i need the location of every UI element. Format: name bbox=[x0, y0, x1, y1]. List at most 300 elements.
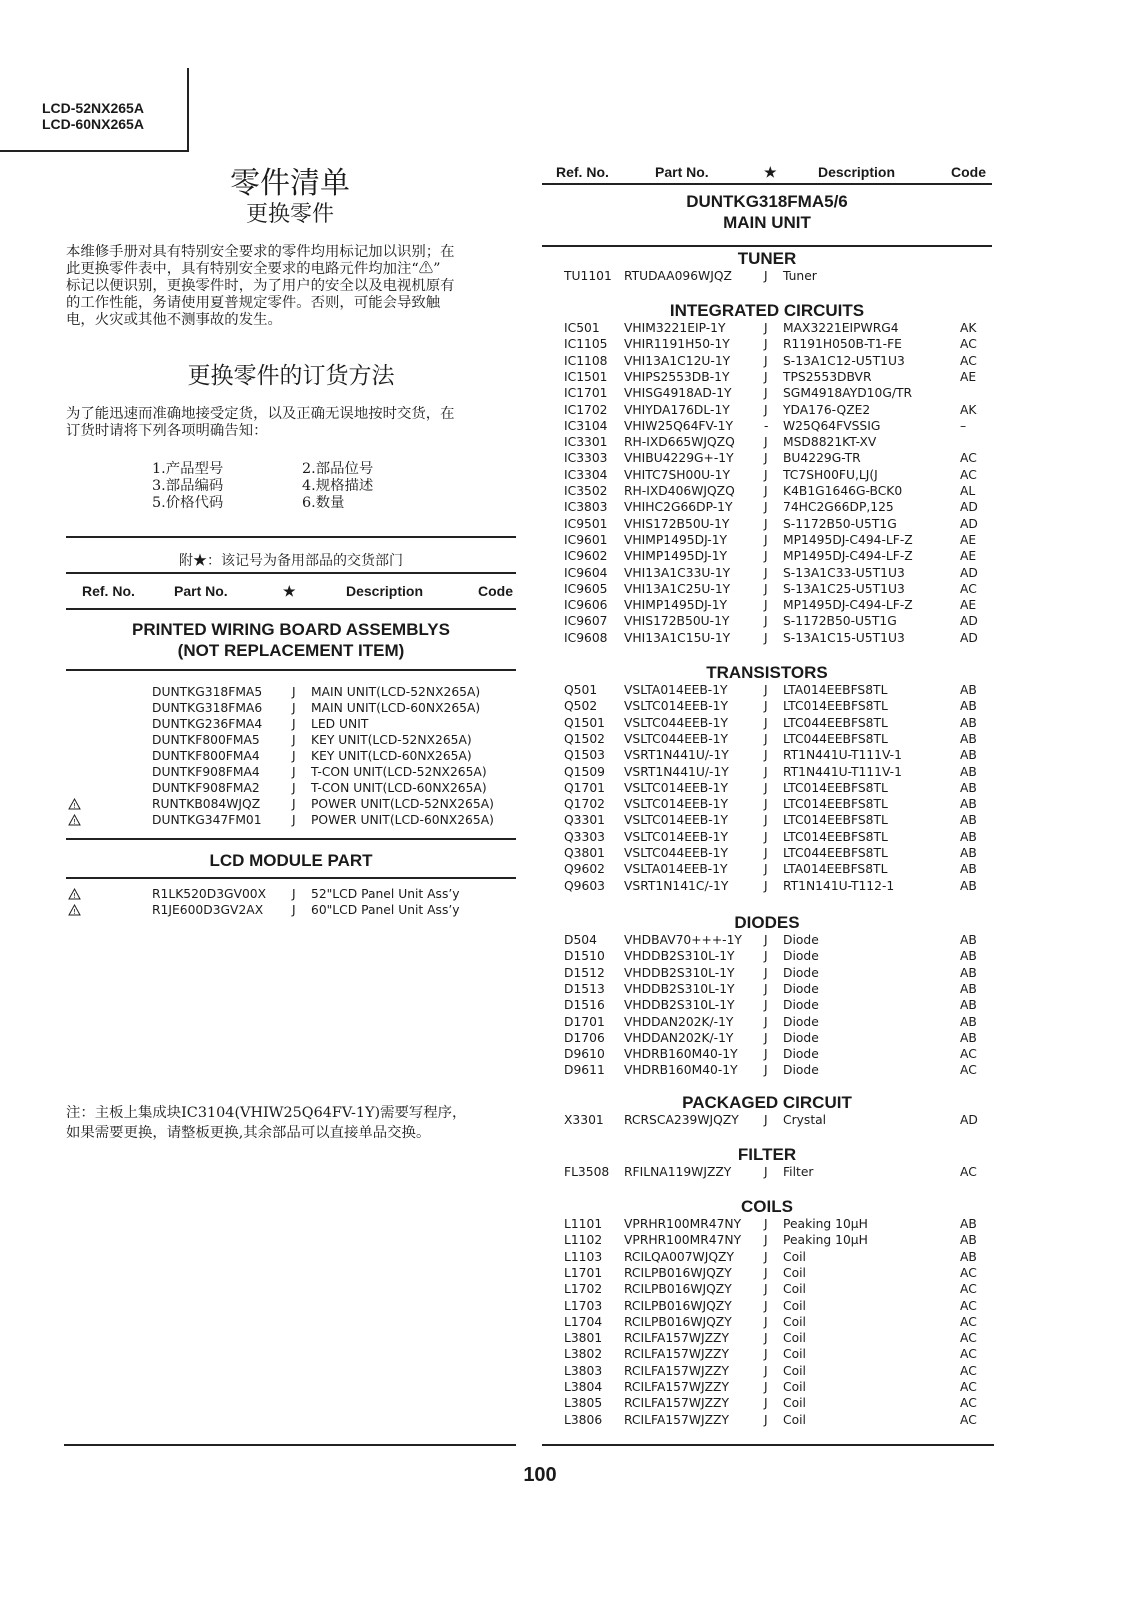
part-row bbox=[0, 1014, 1132, 1030]
part-number: RTUDAA096WJQZ bbox=[624, 269, 732, 283]
ref-number: IC3502 bbox=[564, 484, 608, 498]
price-code: AB bbox=[960, 764, 977, 779]
ref-number: IC9608 bbox=[564, 630, 608, 645]
part-number: VHIMP1495DJ-1Y bbox=[624, 549, 728, 564]
mark: J bbox=[764, 829, 768, 844]
price-code: AB bbox=[960, 949, 977, 964]
section-title: PACKAGED CIRCUIT bbox=[682, 1093, 852, 1112]
model-number: LCD-52NX265A bbox=[42, 100, 144, 116]
mark: J bbox=[764, 500, 768, 515]
part-row bbox=[0, 796, 1132, 812]
part-row bbox=[0, 581, 1132, 597]
ref-number: D1706 bbox=[564, 1030, 605, 1045]
price-code: AD bbox=[960, 614, 978, 629]
part-number: RCILFA157WJZZY bbox=[624, 1331, 729, 1346]
part-row bbox=[0, 434, 1132, 450]
ref-number: L1701 bbox=[564, 1265, 603, 1280]
part-row bbox=[0, 369, 1132, 385]
mark: J bbox=[764, 516, 768, 531]
paragraph-line: 电，火灾或其他不测事故的发生。 bbox=[66, 312, 282, 328]
part-number: RH-IXD665WJQZQ bbox=[624, 435, 735, 450]
section-title: COILS bbox=[741, 1197, 793, 1216]
description: T-CON UNIT(LCD-52NX265A) bbox=[311, 765, 487, 779]
description: Diode bbox=[783, 1014, 819, 1029]
price-code: AB bbox=[960, 1030, 977, 1045]
description: R1191H050B-T1-FE bbox=[783, 337, 902, 352]
price-code: AB bbox=[960, 1249, 977, 1264]
price-code: AB bbox=[960, 862, 977, 877]
price-code: AC bbox=[960, 451, 977, 466]
part-row bbox=[0, 418, 1132, 434]
description: S-1172B50-U5T1G bbox=[783, 614, 897, 629]
part-number: VSLTA014EEB-1Y bbox=[624, 862, 728, 877]
price-code: AD bbox=[960, 630, 978, 645]
mark: J bbox=[764, 269, 768, 283]
price-code: AB bbox=[960, 1233, 977, 1248]
ref-number: L1103 bbox=[564, 1249, 603, 1264]
part-row bbox=[0, 565, 1132, 581]
ref-number: FL3508 bbox=[564, 1165, 610, 1179]
part-number: VHI13A1C33U-1Y bbox=[624, 565, 731, 580]
part-row bbox=[0, 1164, 1132, 1180]
price-code: AK bbox=[960, 402, 977, 417]
part-row bbox=[0, 336, 1132, 352]
part-number: RCILPB016WJQZY bbox=[624, 1265, 732, 1280]
description: Diode bbox=[783, 965, 819, 980]
description: RT1N441U-T111V-1 bbox=[783, 748, 902, 763]
mark: J bbox=[764, 630, 768, 645]
column-header-star: ★ bbox=[764, 164, 777, 180]
part-number: VHDDB2S310L-1Y bbox=[624, 965, 735, 980]
part-row bbox=[0, 1112, 1132, 1128]
part-number: DUNTKF908FMA2 bbox=[152, 781, 260, 795]
part-row bbox=[0, 845, 1132, 861]
description: Diode bbox=[783, 998, 819, 1013]
ref-number: Q3301 bbox=[564, 813, 605, 828]
ref-number: Q9602 bbox=[564, 862, 605, 877]
description: 74HC2G66DP,125 bbox=[783, 500, 894, 515]
section-title: DIODES bbox=[734, 913, 800, 932]
column-header-description: Description bbox=[346, 583, 424, 599]
description: LTA014EEBFS8TL bbox=[783, 862, 888, 877]
part-number: VHIS172B50U-1Y bbox=[624, 516, 730, 531]
description: MP1495DJ-C494-LF-Z bbox=[783, 532, 913, 547]
part-row bbox=[0, 1232, 1132, 1248]
ref-number: IC9604 bbox=[564, 565, 608, 580]
description: MAIN UNIT(LCD-60NX265A) bbox=[311, 701, 481, 715]
ref-number: IC3304 bbox=[564, 467, 608, 482]
part-row bbox=[0, 385, 1132, 401]
mark: J bbox=[764, 321, 768, 335]
description: W25Q64FVSSIG bbox=[783, 418, 881, 433]
column-header-part: Part No. bbox=[655, 164, 709, 180]
price-code: AE bbox=[960, 532, 977, 547]
part-row bbox=[0, 1046, 1132, 1062]
part-row bbox=[0, 948, 1132, 964]
ref-number: D9611 bbox=[564, 1063, 605, 1078]
mark: J bbox=[292, 685, 296, 699]
part-number: RCRSCA239WJQZY bbox=[624, 1113, 739, 1127]
part-number: VHDDB2S310L-1Y bbox=[624, 998, 735, 1013]
footer-rule-left bbox=[64, 1444, 516, 1446]
mark: J bbox=[764, 1063, 768, 1078]
page-title: 零件清单 bbox=[230, 166, 350, 201]
part-number: RCILFA157WJZZY bbox=[624, 1363, 729, 1378]
part-number: DUNTKG236FMA4 bbox=[152, 717, 263, 731]
price-code: AC bbox=[960, 1063, 977, 1078]
price-code: AC bbox=[960, 1314, 977, 1329]
description: S-13A1C15-U5T1U3 bbox=[783, 630, 905, 645]
description: Diode bbox=[783, 1030, 819, 1045]
paragraph-line: 标记以便识别，更换零件时，为了用户的安全以及电视机原有 bbox=[66, 278, 455, 294]
part-number: VSRT1N441U/-1Y bbox=[624, 764, 729, 779]
part-number: VSLTC044EEB-1Y bbox=[624, 846, 728, 860]
part-number: RCILPB016WJQZY bbox=[624, 1282, 732, 1297]
price-code: AC bbox=[960, 1412, 977, 1427]
order-item: 1.产品型号 bbox=[152, 461, 224, 477]
part-number: DUNTKF800FMA5 bbox=[152, 733, 260, 747]
part-row bbox=[0, 499, 1132, 515]
description: MSD8821KT-XV bbox=[783, 435, 877, 450]
svg-text:!: ! bbox=[73, 908, 76, 916]
description: S-13A1C12-U5T1U3 bbox=[783, 353, 905, 368]
price-code: AB bbox=[960, 981, 977, 996]
ref-number: IC3301 bbox=[564, 435, 608, 450]
mark: J bbox=[292, 701, 296, 715]
description: LTC044EEBFS8TL bbox=[783, 846, 888, 860]
mark: J bbox=[764, 862, 768, 877]
part-number: RCILFA157WJZZY bbox=[624, 1412, 729, 1427]
ref-number: L1101 bbox=[564, 1217, 603, 1231]
price-code: AB bbox=[960, 797, 977, 812]
mark: J bbox=[764, 1282, 768, 1297]
mark: J bbox=[292, 733, 296, 747]
description: Coil bbox=[783, 1249, 806, 1264]
ref-number: IC1501 bbox=[564, 369, 608, 384]
description: MAX3221EIPWRG4 bbox=[783, 321, 899, 335]
description: Coil bbox=[783, 1412, 806, 1427]
price-code: AB bbox=[960, 731, 977, 746]
ref-number: IC9605 bbox=[564, 581, 608, 596]
description: RT1N441U-T111V-1 bbox=[783, 764, 902, 779]
part-number: R1LK520D3GV00X bbox=[152, 887, 267, 901]
mark: J bbox=[764, 402, 768, 417]
part-number: VHIHC2G66DP-1Y bbox=[624, 500, 733, 515]
mark: J bbox=[764, 614, 768, 629]
mark: J bbox=[764, 1217, 768, 1231]
part-number: VHI13A1C25U-1Y bbox=[624, 581, 731, 596]
column-header-code: Code bbox=[951, 164, 986, 180]
description: RT1N141U-T112-1 bbox=[783, 878, 895, 893]
part-row bbox=[0, 1265, 1132, 1281]
description: LTC044EEBFS8TL bbox=[783, 715, 888, 730]
mark: J bbox=[764, 1047, 768, 1062]
mark: J bbox=[764, 764, 768, 779]
price-code: AB bbox=[960, 699, 977, 714]
ref-number: IC1702 bbox=[564, 402, 608, 417]
description: Diode bbox=[783, 1047, 819, 1062]
mark: J bbox=[764, 1396, 768, 1411]
description: S-13A1C25-U5T1U3 bbox=[783, 581, 905, 596]
ref-number: IC9602 bbox=[564, 549, 608, 564]
mark: J bbox=[764, 1314, 768, 1329]
mark: J bbox=[764, 484, 768, 498]
column-header-ref: Ref. No. bbox=[556, 164, 609, 180]
price-code: AC bbox=[960, 337, 977, 352]
price-code: AB bbox=[960, 1014, 977, 1029]
ref-number: X3301 bbox=[564, 1113, 604, 1127]
ref-number: Q1509 bbox=[564, 764, 605, 779]
description: POWER UNIT(LCD-52NX265A) bbox=[311, 797, 494, 811]
price-code: AD bbox=[960, 1113, 978, 1127]
part-number: VSLTC014EEB-1Y bbox=[624, 797, 728, 812]
part-row bbox=[0, 1216, 1132, 1232]
ref-number: L3804 bbox=[564, 1380, 603, 1394]
part-number: VSLTC014EEB-1Y bbox=[624, 780, 728, 795]
ref-number: Q1701 bbox=[564, 780, 605, 795]
description: Filter bbox=[783, 1165, 814, 1179]
mark: J bbox=[764, 699, 768, 714]
description: S-1172B50-U5T1G bbox=[783, 516, 897, 531]
section-title: FILTER bbox=[737, 1145, 797, 1164]
price-code: AB bbox=[960, 748, 977, 763]
description: 60"LCD Panel Unit Ass’y bbox=[311, 903, 460, 917]
ref-number: Q1502 bbox=[564, 731, 605, 746]
mark: J bbox=[764, 813, 768, 828]
part-row bbox=[0, 731, 1132, 747]
ref-number: IC9601 bbox=[564, 532, 608, 547]
ref-number: IC9607 bbox=[564, 614, 608, 629]
paragraph-line: 订货时请将下列各项明确告知： bbox=[66, 423, 268, 439]
price-code: AC bbox=[960, 1396, 977, 1411]
description: Coil bbox=[783, 1347, 806, 1362]
part-number: RUNTKB084WJQZ bbox=[152, 797, 261, 811]
part-number: VSLTC014EEB-1Y bbox=[624, 813, 728, 828]
mark: J bbox=[764, 846, 768, 860]
section-title-line: (NOT REPLACEMENT ITEM) bbox=[177, 641, 405, 660]
description: Peaking 10µH bbox=[783, 1217, 868, 1231]
part-number: VHIR1191H50-1Y bbox=[624, 337, 730, 352]
ref-number: D1510 bbox=[564, 949, 605, 964]
part-number: RCILFA157WJZZY bbox=[624, 1396, 729, 1411]
description: T-CON UNIT(LCD-60NX265A) bbox=[311, 781, 487, 795]
ref-number: L1704 bbox=[564, 1314, 603, 1329]
price-code: AB bbox=[960, 846, 977, 860]
part-number: DUNTKG347FM01 bbox=[152, 813, 262, 827]
description: Diode bbox=[783, 933, 819, 947]
ref-number: L3803 bbox=[564, 1363, 603, 1378]
mark: J bbox=[764, 1347, 768, 1362]
part-row bbox=[0, 715, 1132, 731]
paragraph-line: 本维修手册对具有特别安全要求的零件均用标记加以识别；在 bbox=[66, 244, 455, 260]
price-code: AB bbox=[960, 965, 977, 980]
ref-number: IC1105 bbox=[564, 337, 608, 352]
svg-text:!: ! bbox=[73, 892, 76, 900]
part-number: VHIMP1495DJ-1Y bbox=[624, 532, 728, 547]
ref-number: Q1503 bbox=[564, 748, 605, 763]
mark: J bbox=[764, 581, 768, 596]
part-number: VSLTC044EEB-1Y bbox=[624, 731, 728, 746]
mark: J bbox=[764, 731, 768, 746]
description: Coil bbox=[783, 1396, 806, 1411]
description: Coil bbox=[783, 1298, 806, 1313]
description: BU4229G-TR bbox=[783, 451, 861, 466]
price-code: AC bbox=[960, 1363, 977, 1378]
part-row bbox=[0, 1249, 1132, 1265]
mark: J bbox=[764, 683, 768, 697]
mark: J bbox=[764, 1265, 768, 1280]
ref-number: IC3104 bbox=[564, 418, 608, 433]
part-row bbox=[0, 1330, 1132, 1346]
price-code: AB bbox=[960, 878, 977, 893]
description: Crystal bbox=[783, 1113, 827, 1127]
description: Peaking 10µH bbox=[783, 1233, 868, 1248]
part-row bbox=[0, 353, 1132, 369]
ordering-section-title: 更换零件的订货方法 bbox=[187, 363, 395, 389]
price-code: AE bbox=[960, 549, 977, 564]
description: 52"LCD Panel Unit Ass’y bbox=[311, 887, 460, 901]
part-row bbox=[0, 467, 1132, 483]
section-title: INTEGRATED CIRCUITS bbox=[669, 301, 865, 320]
mark: J bbox=[764, 435, 768, 450]
paragraph-line: 此更换零件表中，具有特别安全要求的电路元件均加注“⚠” bbox=[66, 261, 441, 277]
mark: J bbox=[764, 451, 768, 466]
order-item: 6.数量 bbox=[302, 495, 345, 511]
mark: J bbox=[764, 748, 768, 763]
description: KEY UNIT(LCD-52NX265A) bbox=[311, 733, 472, 747]
mark: J bbox=[292, 781, 296, 795]
mark: J bbox=[764, 532, 768, 547]
ref-number: Q501 bbox=[564, 683, 598, 697]
price-code: AD bbox=[960, 565, 978, 580]
price-code: AC bbox=[960, 1347, 977, 1362]
description: Coil bbox=[783, 1265, 806, 1280]
ref-number: D1512 bbox=[564, 965, 605, 980]
mark: J bbox=[764, 1233, 768, 1248]
part-number: VHI13A1C15U-1Y bbox=[624, 630, 731, 645]
part-row bbox=[0, 1062, 1132, 1078]
part-number: VSRT1N441U/-1Y bbox=[624, 748, 729, 763]
description: SGM4918AYD10G/TR bbox=[783, 386, 913, 401]
part-row bbox=[0, 747, 1132, 763]
part-number: VHDDB2S310L-1Y bbox=[624, 949, 735, 964]
ref-number: IC1108 bbox=[564, 353, 608, 368]
mark: J bbox=[764, 715, 768, 730]
mark: J bbox=[764, 1298, 768, 1313]
part-number: DUNTKF800FMA4 bbox=[152, 749, 260, 763]
description: KEY UNIT(LCD-60NX265A) bbox=[311, 749, 472, 763]
part-number: VSRT1N141C/-1Y bbox=[624, 878, 729, 893]
part-row bbox=[0, 613, 1132, 629]
ref-number: D1701 bbox=[564, 1014, 605, 1029]
part-number: VSLTC044EEB-1Y bbox=[624, 715, 728, 730]
price-code: AC bbox=[960, 1380, 977, 1394]
ref-number: D504 bbox=[564, 933, 597, 947]
description: YDA176-QZE2 bbox=[783, 402, 871, 417]
mark: - bbox=[764, 418, 769, 433]
mark: J bbox=[764, 1165, 768, 1179]
description: LTC014EEBFS8TL bbox=[783, 699, 888, 714]
mark: J bbox=[292, 765, 296, 779]
price-code: AB bbox=[960, 1217, 977, 1231]
lcd-section-title: LCD MODULE PART bbox=[209, 851, 373, 870]
svg-text:!: ! bbox=[73, 802, 76, 810]
ref-number: L3806 bbox=[564, 1412, 603, 1427]
mark: J bbox=[764, 1331, 768, 1346]
part-number: VHIYDA176DL-1Y bbox=[624, 402, 730, 417]
part-number: VHDBAV70+++-1Y bbox=[624, 933, 742, 947]
part-number: VPRHR100MR47NY bbox=[624, 1233, 742, 1248]
ref-number: D1513 bbox=[564, 981, 605, 996]
ref-number: IC1701 bbox=[564, 386, 608, 401]
part-row bbox=[0, 516, 1132, 532]
part-row bbox=[0, 597, 1132, 613]
part-number: VHIBU4229G+-1Y bbox=[624, 451, 734, 466]
price-code: AB bbox=[960, 780, 977, 795]
page-subtitle: 更换零件 bbox=[245, 202, 334, 227]
description: Diode bbox=[783, 949, 819, 964]
price-code: AB bbox=[960, 829, 977, 844]
price-code: AB bbox=[960, 813, 977, 828]
mark: J bbox=[764, 949, 768, 964]
mark: J bbox=[764, 878, 768, 893]
price-code: AC bbox=[960, 1331, 977, 1346]
ref-number: Q1702 bbox=[564, 797, 605, 812]
part-row bbox=[0, 1363, 1132, 1379]
part-number: VHIW25Q64FV-1Y bbox=[624, 418, 733, 433]
star-note: 附★：该记号为备用部品的交货部门 bbox=[179, 553, 403, 569]
unit-title-line: DUNTKG318FMA5/6 bbox=[686, 192, 848, 211]
part-number: RFILNA119WJZZY bbox=[624, 1165, 732, 1179]
description: LED UNIT bbox=[311, 717, 369, 731]
mark: J bbox=[764, 549, 768, 564]
mark: J bbox=[764, 965, 768, 980]
section-title: TUNER bbox=[737, 249, 797, 268]
unit-title-line: MAIN UNIT bbox=[723, 213, 811, 232]
description: LTC014EEBFS8TL bbox=[783, 780, 888, 795]
mark: J bbox=[764, 369, 768, 384]
part-row bbox=[0, 450, 1132, 466]
ref-number: L3801 bbox=[564, 1331, 603, 1346]
part-number: RCILQA007WJQZY bbox=[624, 1249, 734, 1264]
part-number: VHDDAN202K/-1Y bbox=[624, 1014, 734, 1029]
description: LTC014EEBFS8TL bbox=[783, 797, 888, 812]
paragraph-line: 注：主板上集成块IC3104(VHIW25Q64FV-1Y)需要写程序， bbox=[66, 1105, 467, 1121]
part-number: VHIM3221EIP-1Y bbox=[624, 321, 726, 335]
svg-text:!: ! bbox=[73, 818, 76, 826]
part-row bbox=[0, 682, 1132, 698]
ref-number: Q3303 bbox=[564, 829, 605, 844]
part-row bbox=[0, 1281, 1132, 1297]
description: POWER UNIT(LCD-60NX265A) bbox=[311, 813, 494, 827]
mark: J bbox=[764, 981, 768, 996]
ref-number: Q1501 bbox=[564, 715, 605, 730]
part-number: VSLTC014EEB-1Y bbox=[624, 699, 728, 714]
part-row bbox=[0, 320, 1132, 336]
part-row bbox=[0, 780, 1132, 796]
mark: J bbox=[764, 467, 768, 482]
ref-number: L1102 bbox=[564, 1233, 603, 1248]
mark: J bbox=[764, 933, 768, 947]
part-row bbox=[0, 1030, 1132, 1046]
part-row bbox=[0, 532, 1132, 548]
price-code: AC bbox=[960, 353, 977, 368]
ref-number: L1702 bbox=[564, 1282, 603, 1297]
part-row bbox=[0, 981, 1132, 997]
mark: J bbox=[764, 353, 768, 368]
description: MP1495DJ-C494-LF-Z bbox=[783, 598, 913, 613]
part-number: VHIS172B50U-1Y bbox=[624, 614, 730, 629]
